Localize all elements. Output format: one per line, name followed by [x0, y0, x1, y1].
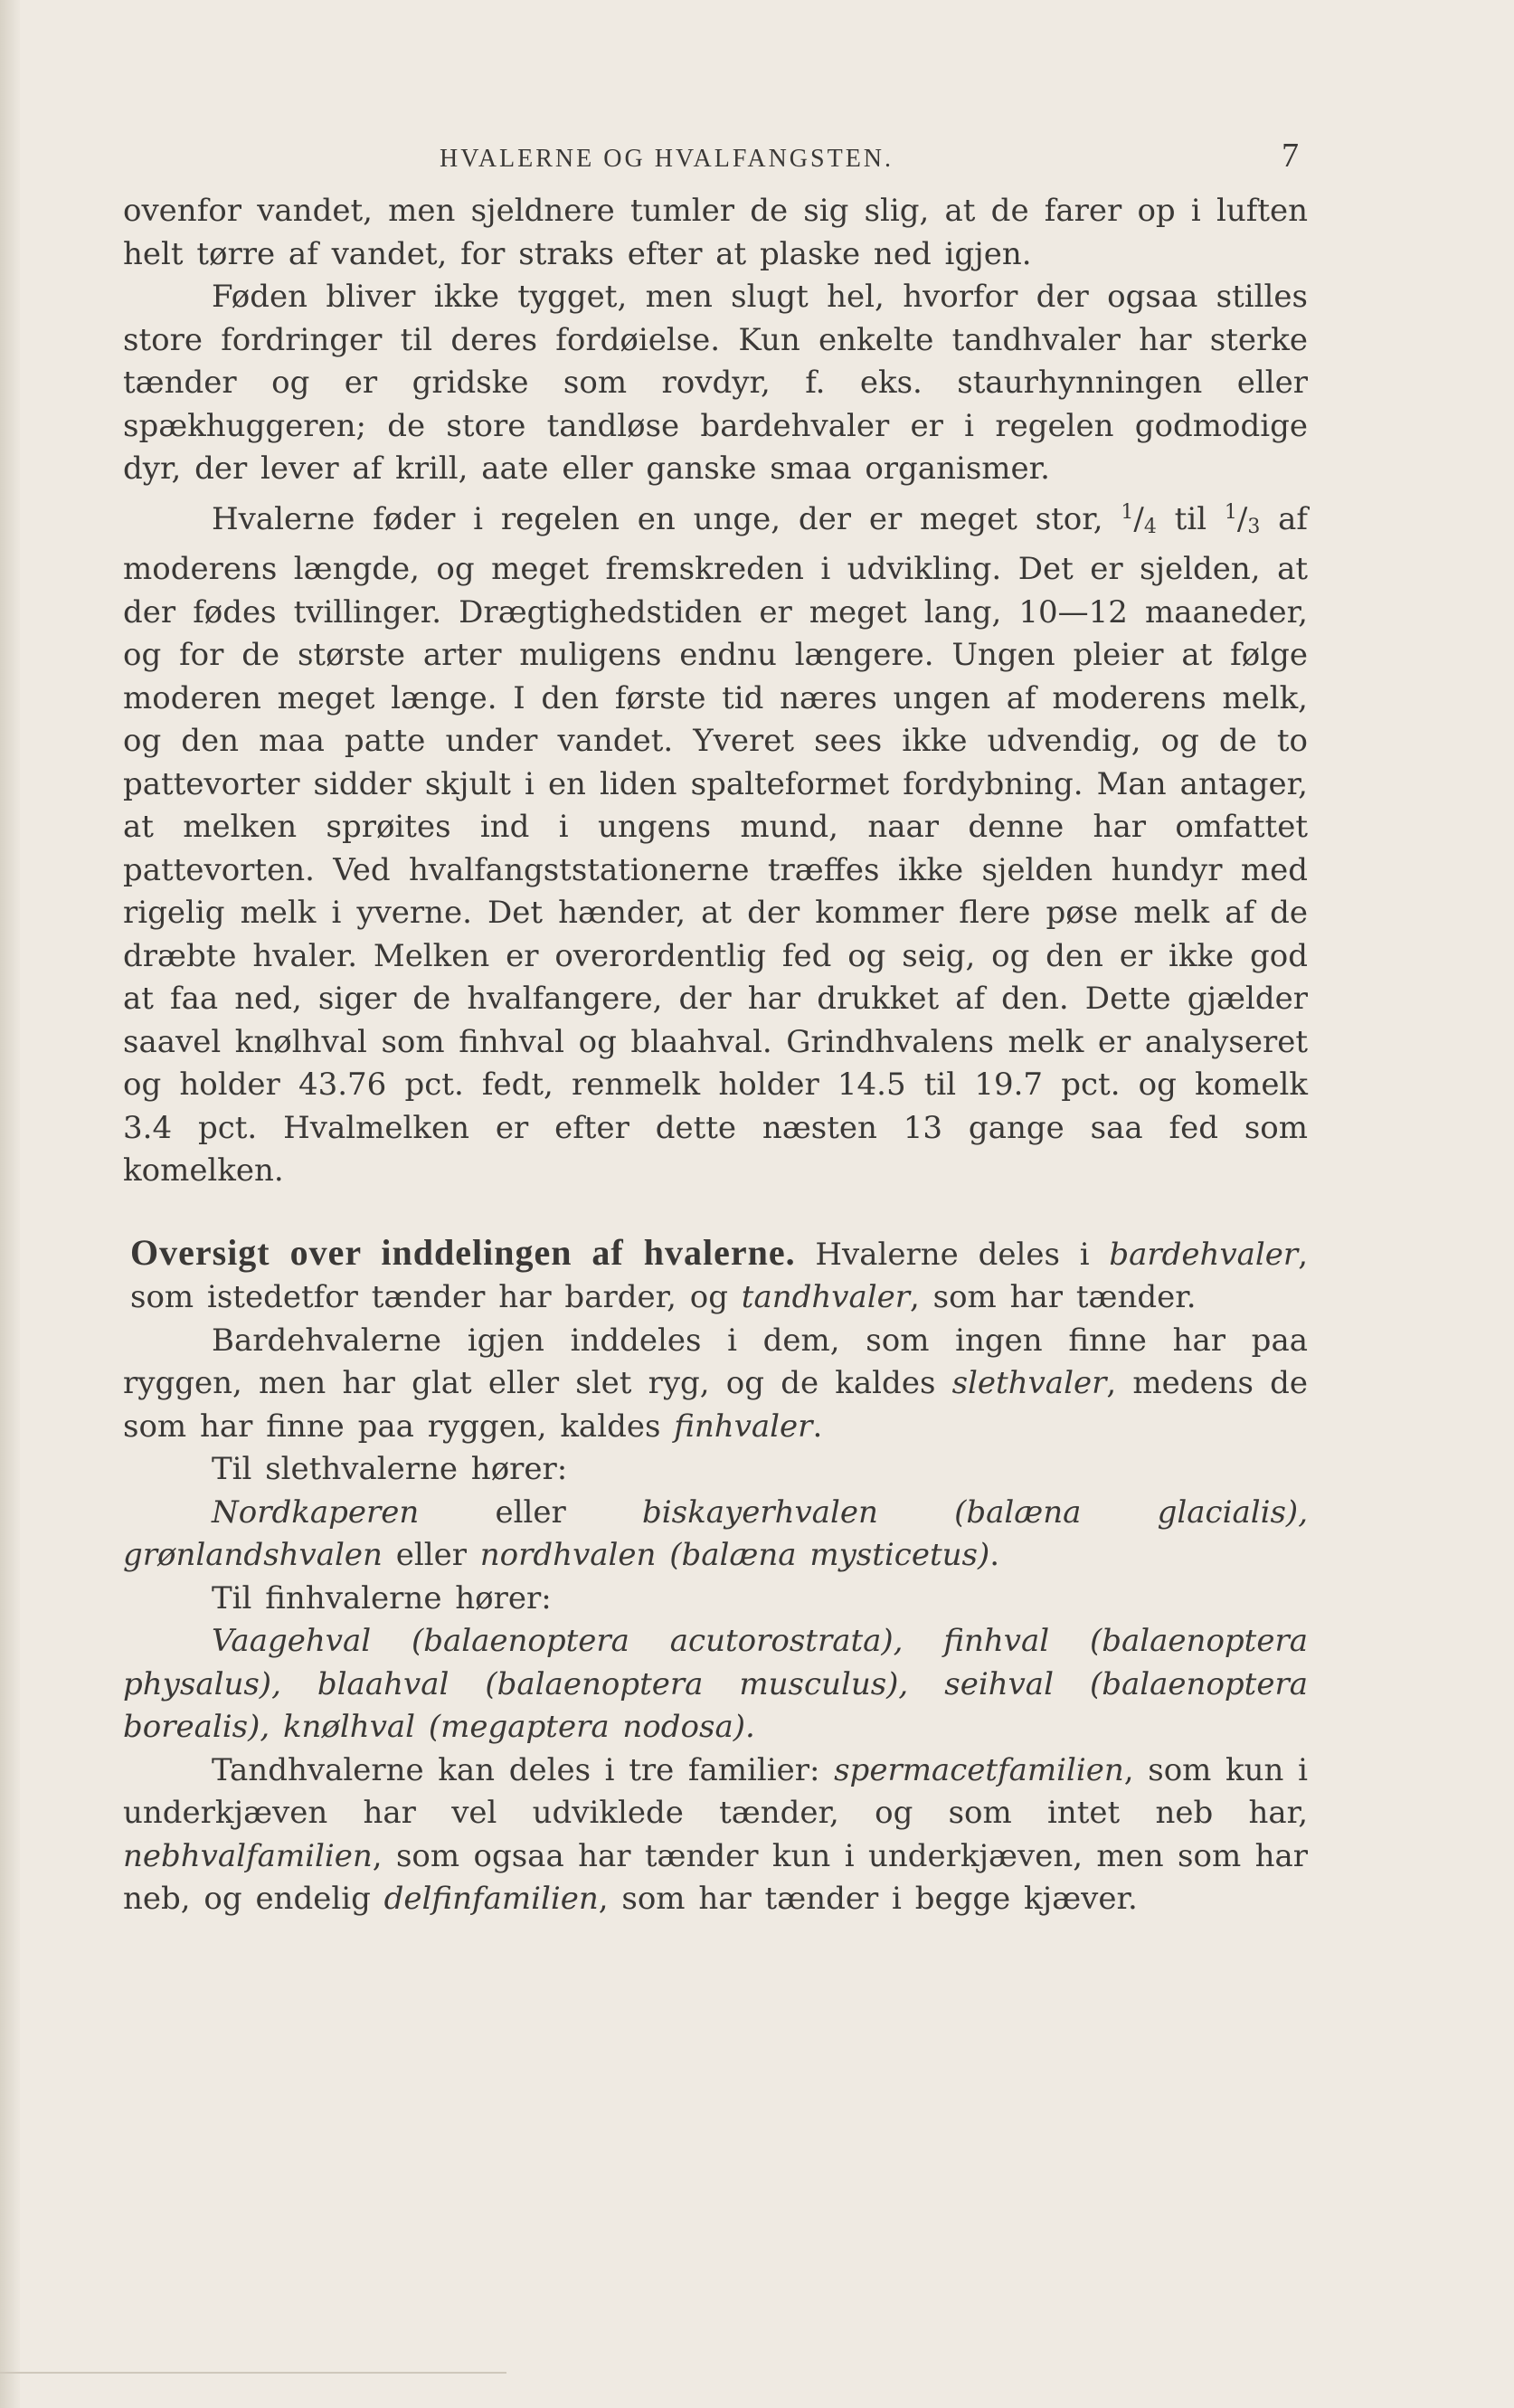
- section-gap: [123, 1193, 1308, 1231]
- paragraph-right-whales-intro: Til slethvalerne hører:: [212, 1451, 568, 1487]
- bottom-rule: [0, 2372, 506, 2374]
- book-page: [123, 136, 1308, 1921]
- paragraph-1: ovenfor vandet, men sjeldnere tumler de sig slig, at de farer op i luften helt tørre af vandet, for straks efter at plaske ned igjen.: [123, 193, 1308, 272]
- paragraph-fin-whales-intro: Til finhvalerne hører:: [212, 1579, 552, 1616]
- page-header: [123, 136, 1308, 190]
- section-heading: Oversigt over inddelingen af hvalerne.: [130, 1231, 796, 1273]
- paragraph-food: Føden bliver ikke tygget, men slugt hel, hvorfor der ogsaa stilles store fordringer til deres fordøielse. Kun enkelte tandhvaler har sterke tænder og er gridske som rovdyr, f. eks. staurhynningen eller spækhuggeren; de store tandløse bardehvaler er i regelen godmodige dyr, der lever af krill, aate eller ganske smaa organismer.: [123, 279, 1308, 487]
- paragraph-offspring: Hvalerne føder i regelen en unge, der er meget stor, $^1$/4 til $^1$/3 af moderens længde, og meget fremskreden i udvikling. Det er sjelden, at der fødes tvillinger. Drægtighedstiden er meget lang, 10—12 maaneder, og for de største arter muligens endnu længere. Ungen pleier at følge moderen meget længe. I den første tid næres ungen af moderens melk, og den maa patte under vandet. Yveret sees ikke udvendig, og de to pattevorter sidder skjult i en liden spalteformet fordybning. Man antager, at melken sprøites ind i ungens mund, naar denne har omfattet pattevorten. Ved hvalfangststationerne træffes ikke sjelden hundyr med rigelig melk i yverne. Det hænder, at der kommer flere pøse melk af de dræbte hvaler. Melken er overordentlig fed og seig, og den er ikke god at faa ned, siger de hvalfangere, der har drukket af den. Dette gjælder saavel knølhval som finhval og blaahval. Grindhvalens melk er analyseret og holder 43.76 pct. fedt, renmelk holder 14.5 til 19.7 pct. og komelk 3.4 pct. Hvalmelken er efter dette næsten 13 gange saa fed som komelken.: [123, 500, 1308, 1189]
- page-edge-shadow: [0, 0, 20, 2408]
- running-head: HVALERNE OG HVALFANGSTEN.: [440, 145, 894, 173]
- paragraph-right-whales-list: Nordkaperen eller biskayerhvalen (balæna glacialis), grønlandshvalen eller nordhvalen (balæna mysticetus).: [123, 1493, 1309, 1573]
- paragraph-baleen-whales: Bardehvalerne igjen inddeles i dem, som ingen finne har paa ryggen, men har glat eller slet ryg, og de kaldes slethvaler, medens de som har finne paa ryggen, kaldes finhvaler.: [123, 1322, 1309, 1445]
- paragraph-classification: Oversigt over inddelingen af hvalerne. Hvalerne deles i bardehvaler, som istedetfor tænder har barder, og tandhvaler, som har tænder.: [130, 1231, 1308, 1315]
- paragraph-fin-whales-list: Vaagehval (balaenoptera acutorostrata), finhval (balaenoptera physalus), blaahval (balaenoptera musculus), seihval (balaenoptera borealis), knølhval (megaptera nodosa).: [123, 1623, 1308, 1745]
- paragraph-toothed-whales: Tandhvalerne kan deles i tre familier: spermacetfamilien, som kun i underkjæven har vel udviklede tænder, og som intet neb har, nebhvalfamilien, som ogsaa har tænder kun i underkjæven, men som har neb, og endelig delfinfamilien, som har tænder i begge kjæver.: [123, 1751, 1308, 1917]
- page-number: 7: [1282, 137, 1299, 175]
